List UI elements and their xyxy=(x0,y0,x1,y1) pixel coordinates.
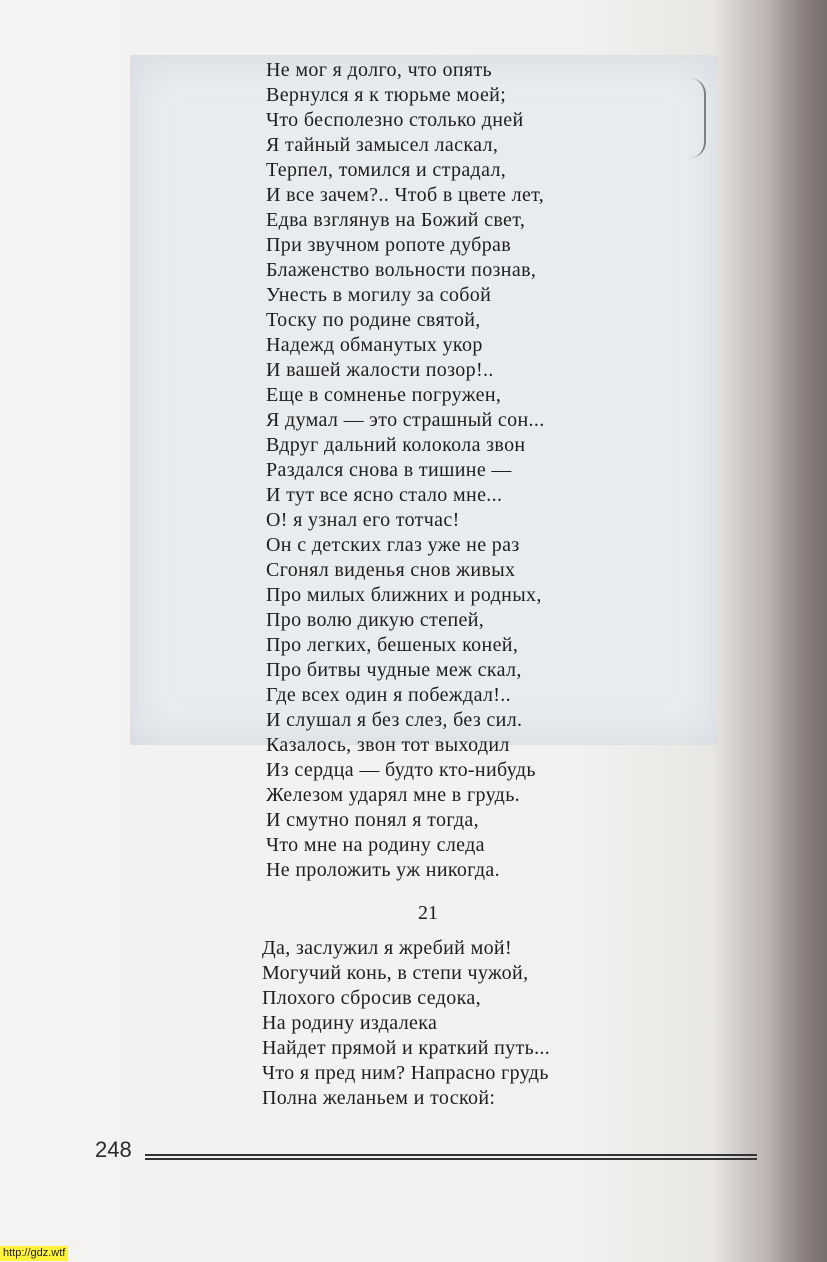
verse-line: Я тайный замысел ласкал, xyxy=(266,134,499,156)
verse-line: И слушал я без слез, без сил. xyxy=(266,709,523,731)
verse-line: Про волю дикую степей, xyxy=(266,609,485,631)
verse-line: Еще в сомненье погружен, xyxy=(266,384,502,406)
stanza-number: 21 xyxy=(418,902,438,924)
verse-line: Что бесполезно столько дней xyxy=(266,109,524,131)
verse-line: И тут все ясно стало мне... xyxy=(266,484,503,506)
verse-line: И смутно понял я тогда, xyxy=(266,809,479,831)
verse-line: Казалось, звон тот выходил xyxy=(266,734,510,756)
verse-line: Найдет прямой и краткий путь... xyxy=(262,1037,551,1059)
verse-line: Могучий конь, в степи чужой, xyxy=(262,962,529,984)
verse-line: При звучном ропоте дубрав xyxy=(266,234,512,256)
verse-line: И вашей жалости позор!.. xyxy=(266,359,494,381)
verse-line: И все зачем?.. Чтоб в цвете лет, xyxy=(266,184,545,206)
verse-line: Я думал — это страшный сон... xyxy=(266,409,545,431)
verse-line: Что мне на родину следа xyxy=(266,834,485,856)
verse-line: Не проложить уж никогда. xyxy=(266,859,500,881)
verse-line: Полна желаньем и тоской: xyxy=(262,1087,496,1109)
verse-line: Тоску по родине святой, xyxy=(266,309,481,331)
page-number: 248 xyxy=(95,1137,132,1162)
verse-line: Он с детских глаз уже не раз xyxy=(266,534,520,556)
verse-line: На родину издалека xyxy=(262,1012,438,1034)
verse-line: Блаженство вольности познав, xyxy=(266,259,537,281)
verse-line: Про легких, бешеных коней, xyxy=(266,634,519,656)
verse-line: Надежд обманутых укор xyxy=(266,334,483,356)
verse-line: Где всех один я побеждал!.. xyxy=(266,684,512,706)
poem-stanza-part2 xyxy=(262,936,550,1111)
poem-stanza-part1 xyxy=(266,58,545,883)
verse-line: Унесть в могилу за собой xyxy=(266,284,492,306)
verse-line: Плохого сбросив седока, xyxy=(262,987,481,1009)
illustration-stroke xyxy=(690,78,706,158)
verse-line: Вдруг дальний колокола звон xyxy=(266,434,526,456)
verse-line: Вернулся я к тюрьме моей; xyxy=(266,84,507,106)
watermark-link[interactable]: http://gdz.wtf xyxy=(0,1246,68,1261)
verse-line: Железом ударял мне в грудь. xyxy=(266,784,521,806)
verse-line: Сгонял виденья снов живых xyxy=(266,559,516,581)
verse-line: О! я узнал его тотчас! xyxy=(266,509,460,531)
verse-line: Едва взглянув на Божий свет, xyxy=(266,209,526,231)
verse-line: Про милых ближних и родных, xyxy=(266,584,542,606)
verse-line: Раздался снова в тишине — xyxy=(266,459,512,481)
verse-line: Про битвы чудные меж скал, xyxy=(266,659,522,681)
verse-line: Из сердца — будто кто-нибудь xyxy=(266,759,536,781)
verse-line: Да, заслужил я жребий мой! xyxy=(262,937,512,959)
verse-line: Терпел, томился и страдал, xyxy=(266,159,507,181)
footer-rule xyxy=(145,1154,757,1160)
verse-line: Что я пред ним? Напрасно грудь xyxy=(262,1062,549,1084)
verse-line: Не мог я долго, что опять xyxy=(266,59,493,81)
